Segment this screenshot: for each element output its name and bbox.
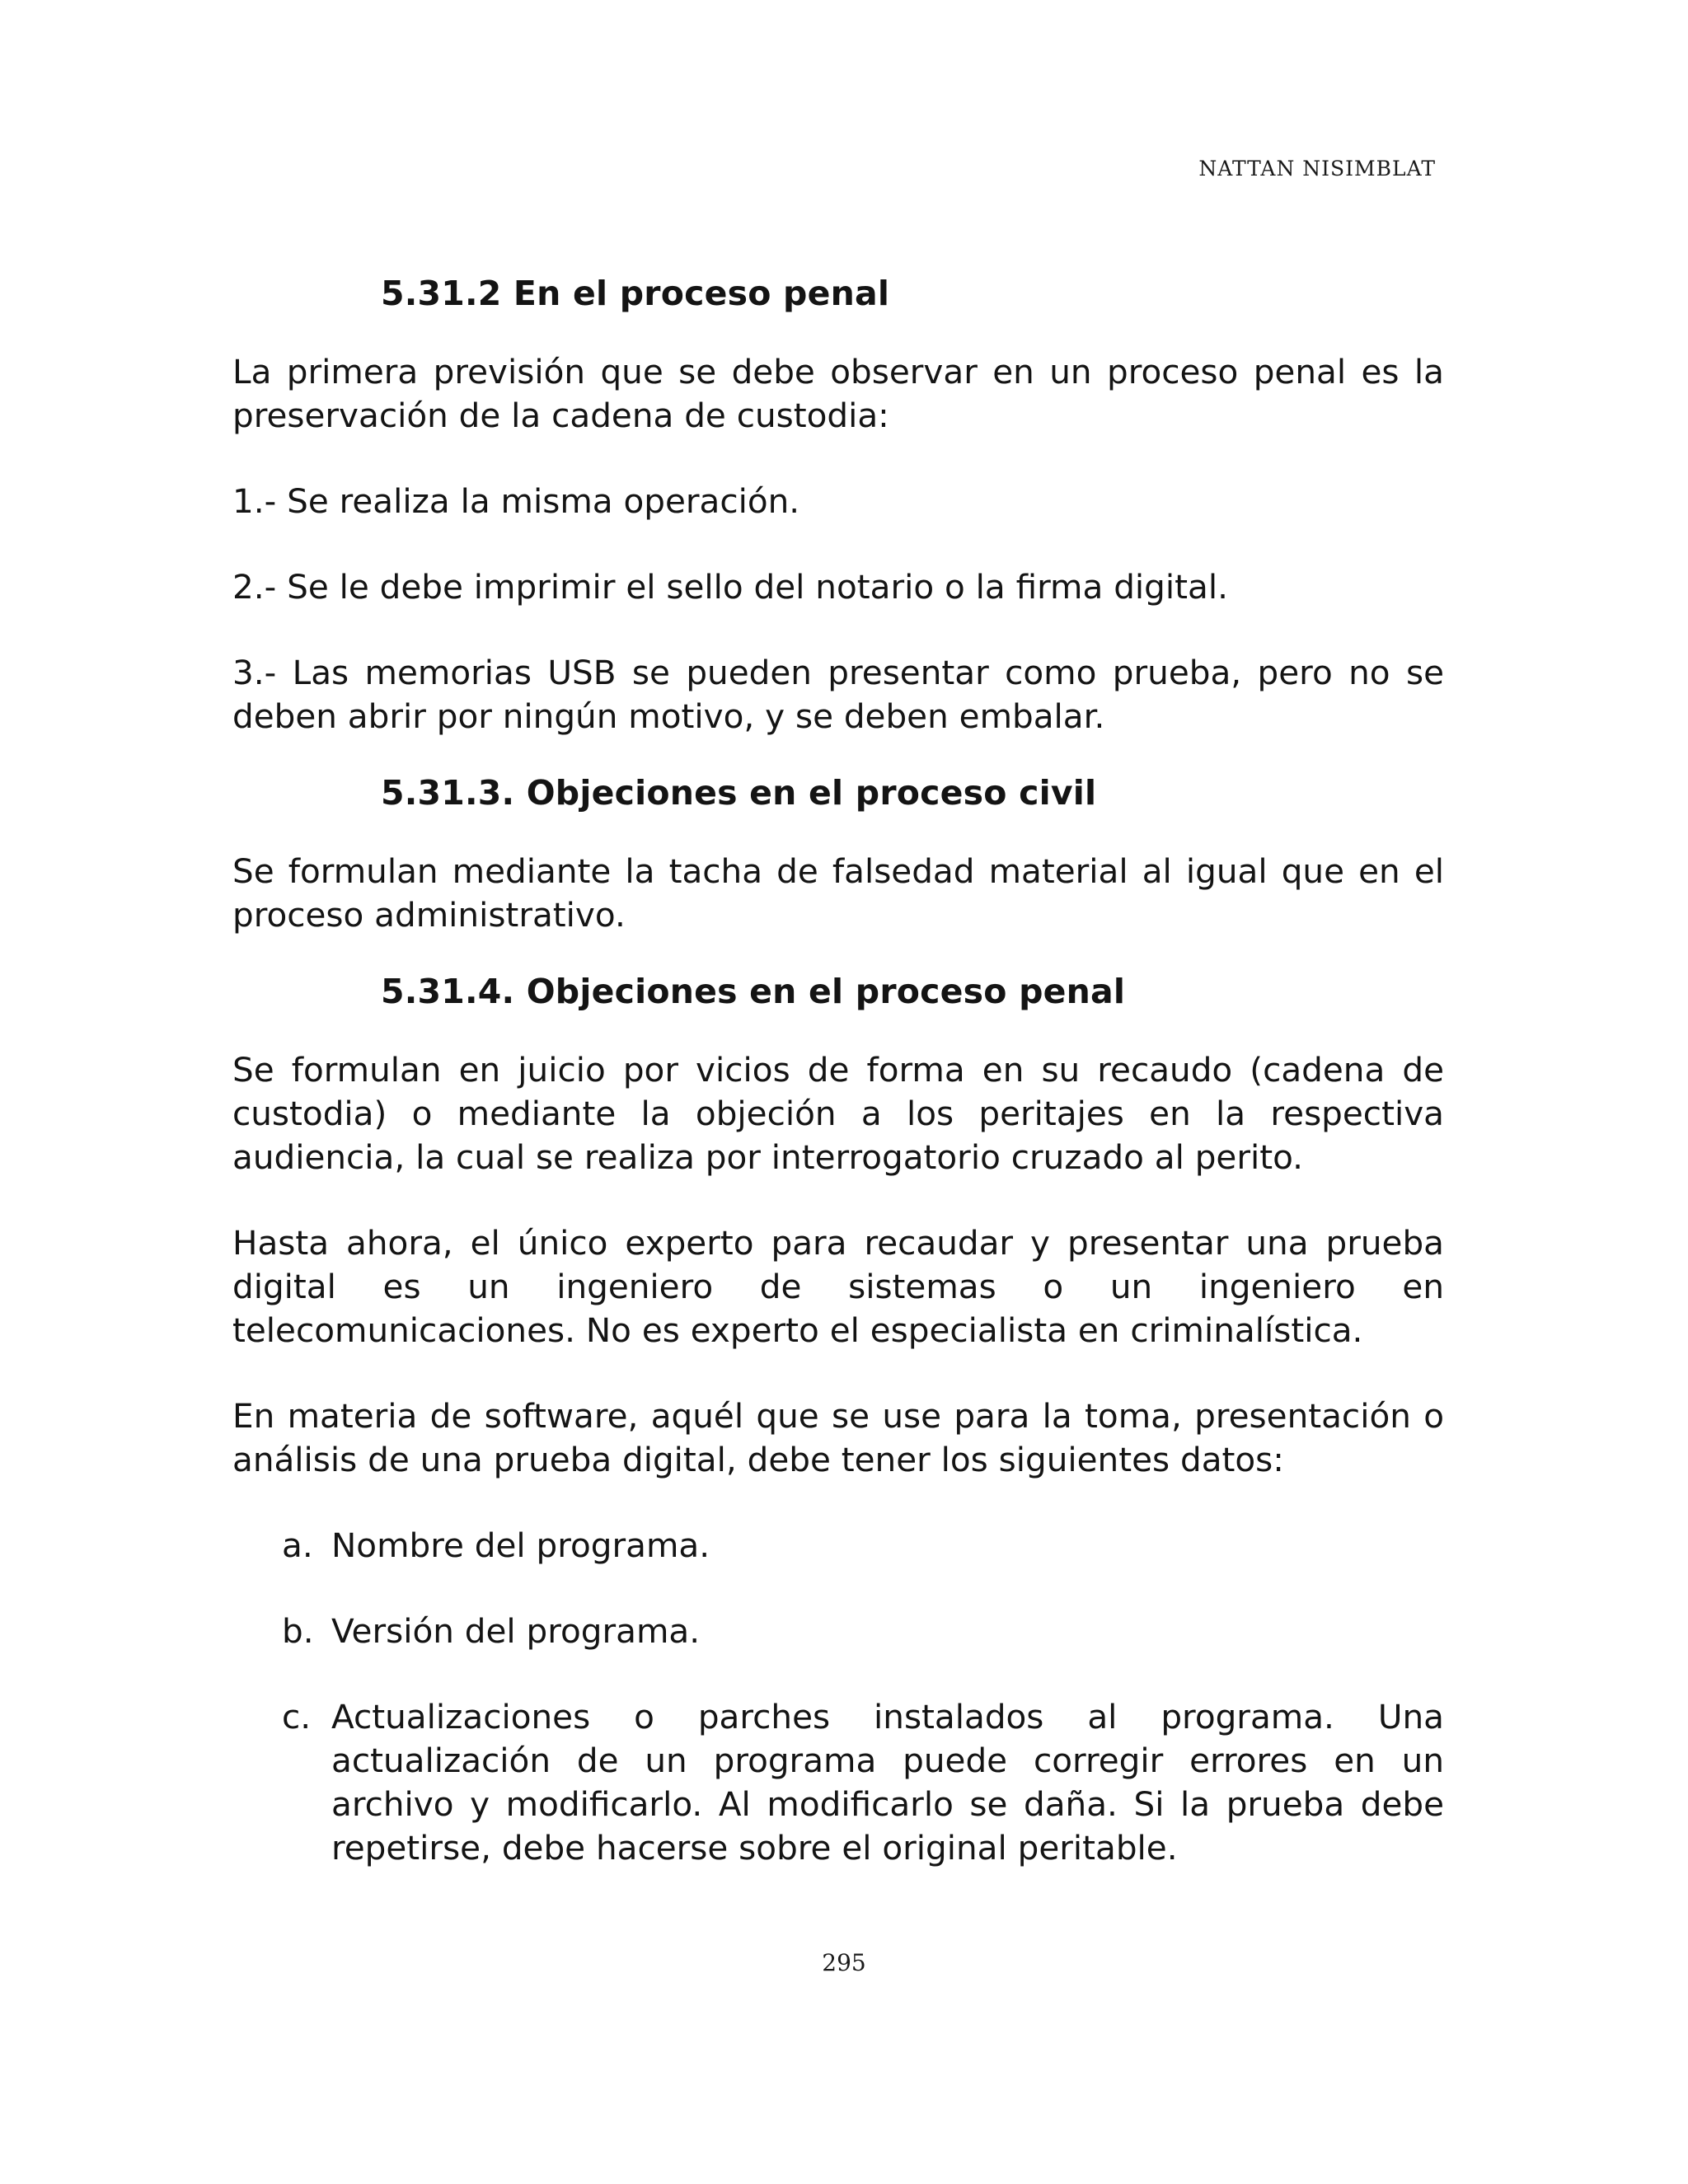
paragraph-intro: La primera previsión que se debe observar en un proceso penal es la preservación de la cadena de custodia: (232, 352, 1444, 435)
list-item (232, 1524, 1444, 1568)
paragraph-expert: Hasta ahora, el único experto para recaudar y presentar una prueba digital es un ingeniero de sistemas o un ingeniero en telecomunicaciones. No es experto el especialista en criminalística. (232, 1223, 1444, 1350)
list-marker: c. (282, 1697, 312, 1736)
list-item-text: Nombre del programa. (331, 1526, 710, 1565)
step-3: 3.- Las memorias USB se pueden presentar como prueba, pero no se deben abrir por ningún motivo, y se deben embalar. (232, 653, 1444, 736)
list-item-text: Actualizaciones o parches instalados al programa. Una actualización de un programa puede corregir errores en un archivo y modificarlo. Al modificarlo se daña. Si la prueba debe repetirse, debe hacerse sobre el original peritable. (331, 1697, 1444, 1868)
running-head: NATTAN NISIMBLAT (1198, 157, 1436, 180)
section-heading-5-31-4: 5.31.4. Objeciones en el proceso penal (381, 972, 1126, 1011)
software-data-list (232, 1524, 1444, 1870)
section-heading-5-31-2: 5.31.2 En el proceso penal (381, 274, 890, 313)
list-marker: b. (282, 1611, 314, 1651)
paragraph-software: En materia de software, aquél que se use para la toma, presentación o análisis de una prueba digital, debe tener los siguientes datos: (232, 1396, 1444, 1479)
step-1: 1.- Se realiza la misma operación. (232, 481, 800, 521)
section-heading-5-31-3: 5.31.3. Objeciones en el proceso civil (381, 773, 1097, 813)
step-2: 2.- Se le debe imprimir el sello del notario o la firma digital. (232, 567, 1228, 607)
page-content (232, 272, 1444, 1912)
list-item (232, 1610, 1444, 1653)
paragraph-penal-objections: Se formulan en juicio por vicios de forma en su recaudo (cadena de custodia) o mediante la objeción a los peritajes en la respectiva audiencia, la cual se realiza por interrogatorio cruzado al perito. (232, 1050, 1444, 1177)
paragraph-civil-objections: Se formulan mediante la tacha de falsedad material al igual que en el proceso administrativo. (232, 851, 1444, 935)
page-number: 295 (822, 1949, 866, 1976)
list-item (232, 1695, 1444, 1870)
list-item-text: Versión del programa. (331, 1611, 701, 1651)
list-marker: a. (282, 1526, 313, 1565)
